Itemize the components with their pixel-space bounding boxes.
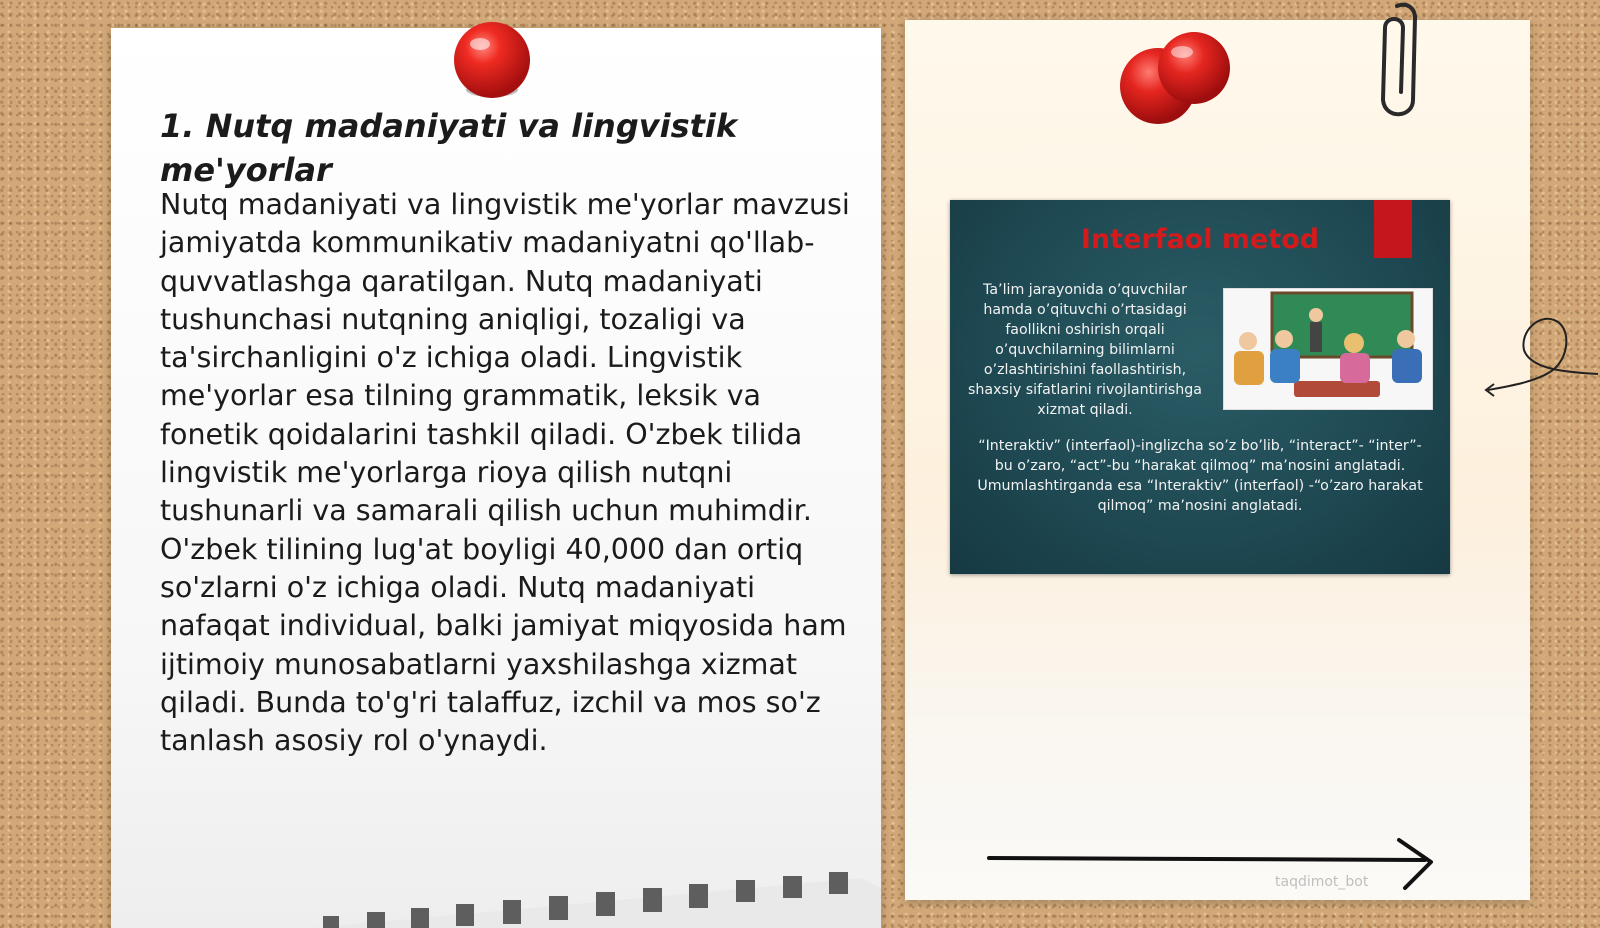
body-paragraph: Nutq madaniyati va lingvistik me'yorlar mavzusi jamiyatda kommunikativ madaniyatni qo'llab-quvvatlashga qaratilgan. Nutq madaniyati tushunchasi nutqning aniqligi, tozaligi va ta'sirchanligini o'z ichiga oladi. Lingvistik me'yorlar esa tilning grammatik, leksik va fonetik qoidalarini tashkil qiladi. O'zbek tilida lingvistik me'yorlarga rioya qilish nutqni tushunarli va samarali qilish uchun muhimdir. O'zbek tilining lug'at boyligi 40,000 dan ortiq so'zlarni o'z ichiga oladi. Nutq madaniyati nafaqat individual, balki jamiyat miqyosida ham ijtimoiy munosabatlarni yaxshilashga xizmat qiladi. Bunda to'g'ri talaffuz, izchil va mos so'z tanlash asosiy rol o'ynaydi. <box>160 188 850 758</box>
slide-title: Interfaol metod <box>1080 224 1320 255</box>
slide-image <box>950 200 1450 574</box>
torn-paper-edge <box>111 808 881 928</box>
push-pin-pair-icon <box>1120 30 1240 134</box>
slide-paragraph-1: Ta’lim jarayonida o’quvchilar hamda o’qituvchi o’rtasidagi faollikni oshirish orqali o’quvchilarning bilimlarni o’zlashtirishini faollashtirish, shaxsiy sifatlarini rivojlantirishga xizmat qiladi. <box>968 282 1202 418</box>
paper-clip-icon <box>1375 0 1425 126</box>
watermark: taqdimot_bot <box>1275 874 1369 890</box>
curly-arrow-icon <box>1480 310 1600 410</box>
slide-paragraph-2: “Interaktiv” (interfaol)-inglizcha so’z bo’lib, “interact”- “inter”-bu o’zaro, “act”-bu “harakat qilmoq” ma’nosini anglatadi. Umumlashtirganda esa “Interaktiv” (interfaol) -“o’zaro harakat qilmoq” ma’nosini anglatadi. <box>977 438 1423 514</box>
section-heading: 1. Nutq madaniyati va lingvistik me'yorlar <box>160 107 738 189</box>
arrow-right-icon <box>985 836 1445 896</box>
push-pin-icon <box>452 18 536 104</box>
classroom-illustration <box>1223 288 1433 410</box>
